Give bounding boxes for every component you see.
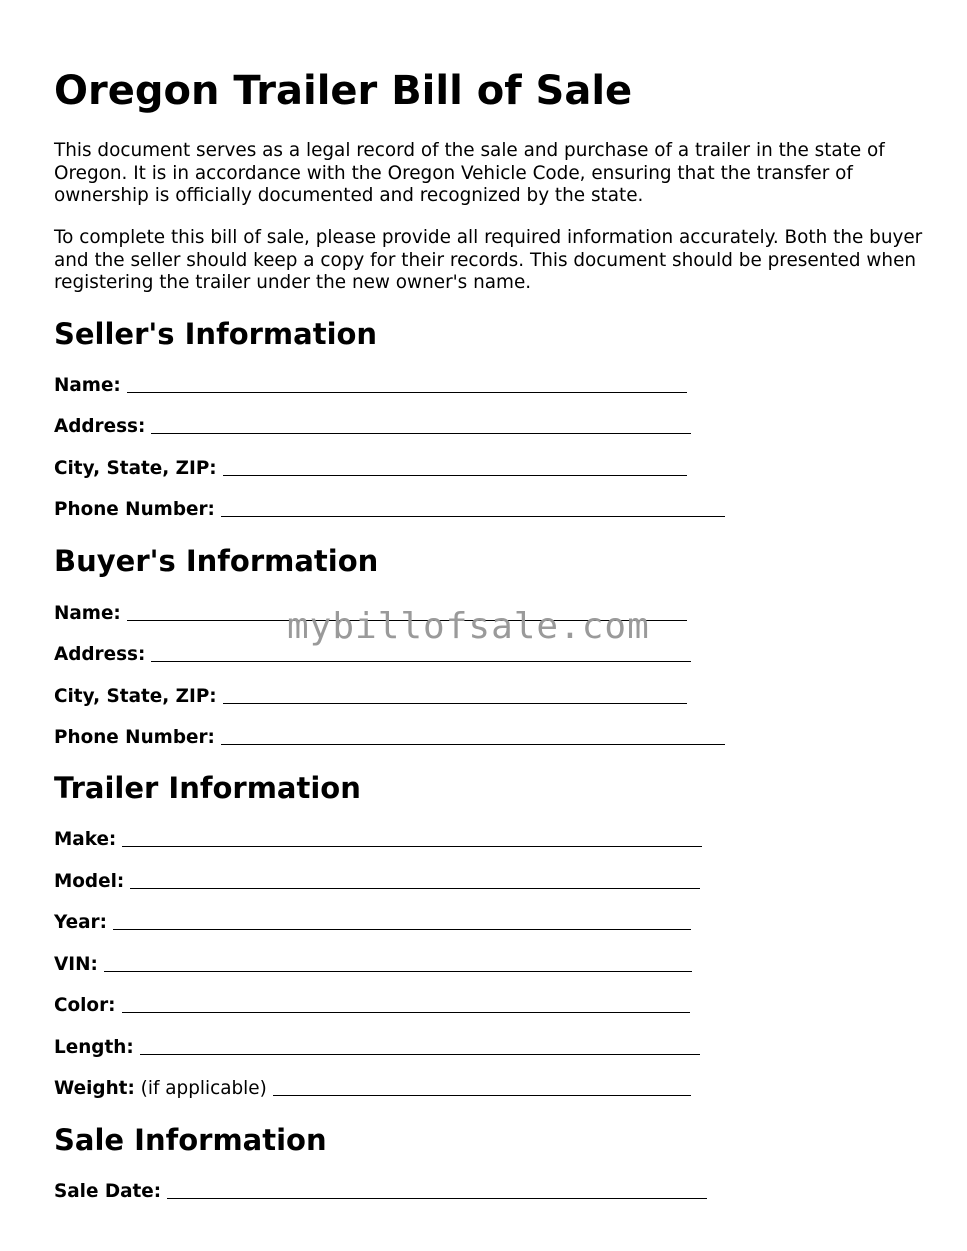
seller-address-field[interactable] bbox=[54, 414, 691, 440]
seller-name-label: Name: bbox=[54, 375, 121, 396]
trailer-color-field[interactable] bbox=[54, 993, 690, 1019]
buyer-city-state-zip-line[interactable] bbox=[223, 689, 687, 704]
trailer-weight-note: (if applicable) bbox=[140, 1078, 267, 1099]
sale-date-field[interactable] bbox=[54, 1179, 707, 1205]
trailer-weight-line[interactable] bbox=[273, 1081, 691, 1096]
trailer-length-field[interactable] bbox=[54, 1035, 700, 1061]
trailer-year-label: Year: bbox=[54, 912, 107, 933]
buyer-phone-line[interactable] bbox=[221, 730, 725, 745]
seller-name-line[interactable] bbox=[127, 378, 687, 393]
seller-city-state-zip-field[interactable] bbox=[54, 456, 687, 482]
trailer-color-line[interactable] bbox=[122, 998, 690, 1013]
seller-address-line[interactable] bbox=[151, 419, 691, 434]
trailer-year-field[interactable] bbox=[54, 910, 691, 936]
seller-phone-line[interactable] bbox=[221, 502, 725, 517]
watermark-text: mybillofsale.com bbox=[287, 606, 650, 647]
trailer-model-label: Model: bbox=[54, 871, 125, 892]
buyer-name-label: Name: bbox=[54, 603, 121, 624]
trailer-length-label: Length: bbox=[54, 1037, 134, 1058]
sale-date-line[interactable] bbox=[167, 1184, 707, 1199]
seller-phone-label: Phone Number: bbox=[54, 499, 215, 520]
trailer-vin-line[interactable] bbox=[104, 957, 692, 972]
trailer-make-label: Make: bbox=[54, 829, 117, 850]
trailer-vin-label: VIN: bbox=[54, 954, 98, 975]
trailer-make-field[interactable] bbox=[54, 827, 702, 853]
buyer-phone-label: Phone Number: bbox=[54, 727, 215, 748]
sale-section-heading: Sale Information bbox=[54, 1123, 327, 1157]
trailer-section-heading: Trailer Information bbox=[54, 771, 361, 805]
buyer-phone-field[interactable] bbox=[54, 725, 725, 751]
trailer-weight-field[interactable] bbox=[54, 1076, 691, 1102]
buyer-city-state-zip-field[interactable] bbox=[54, 684, 687, 710]
buyer-address-line[interactable] bbox=[151, 647, 691, 662]
document-title: Oregon Trailer Bill of Sale bbox=[54, 68, 633, 114]
trailer-length-line[interactable] bbox=[140, 1040, 700, 1055]
intro-paragraph-1: This document serves as a legal record of the sale and purchase of a trailer in the state of Oregon. It is in accordance with the Oregon Vehicle Code, ensuring that the transfer of ownership is officially documented and recognized by the state. bbox=[54, 140, 885, 206]
buyer-city-state-zip-label: City, State, ZIP: bbox=[54, 686, 217, 707]
trailer-model-line[interactable] bbox=[130, 874, 700, 889]
seller-phone-field[interactable] bbox=[54, 497, 725, 523]
seller-section-heading: Seller's Information bbox=[54, 317, 378, 351]
seller-city-state-zip-line[interactable] bbox=[223, 461, 687, 476]
trailer-make-line[interactable] bbox=[122, 832, 702, 847]
sale-date-label: Sale Date: bbox=[54, 1181, 162, 1202]
trailer-color-label: Color: bbox=[54, 995, 116, 1016]
seller-city-state-zip-label: City, State, ZIP: bbox=[54, 458, 217, 479]
trailer-year-line[interactable] bbox=[113, 915, 691, 930]
seller-address-label: Address: bbox=[54, 416, 146, 437]
intro-paragraph-2: To complete this bill of sale, please provide all required information accurately. Both the buyer and the seller should keep a copy for their records. This document should be presented when registering the trailer under the new owner's name. bbox=[54, 227, 923, 293]
trailer-model-field[interactable] bbox=[54, 869, 700, 895]
buyer-section-heading: Buyer's Information bbox=[54, 544, 379, 578]
buyer-address-label: Address: bbox=[54, 644, 146, 665]
trailer-weight-label: Weight: bbox=[54, 1078, 135, 1099]
trailer-vin-field[interactable] bbox=[54, 952, 692, 978]
seller-name-field[interactable] bbox=[54, 373, 687, 399]
